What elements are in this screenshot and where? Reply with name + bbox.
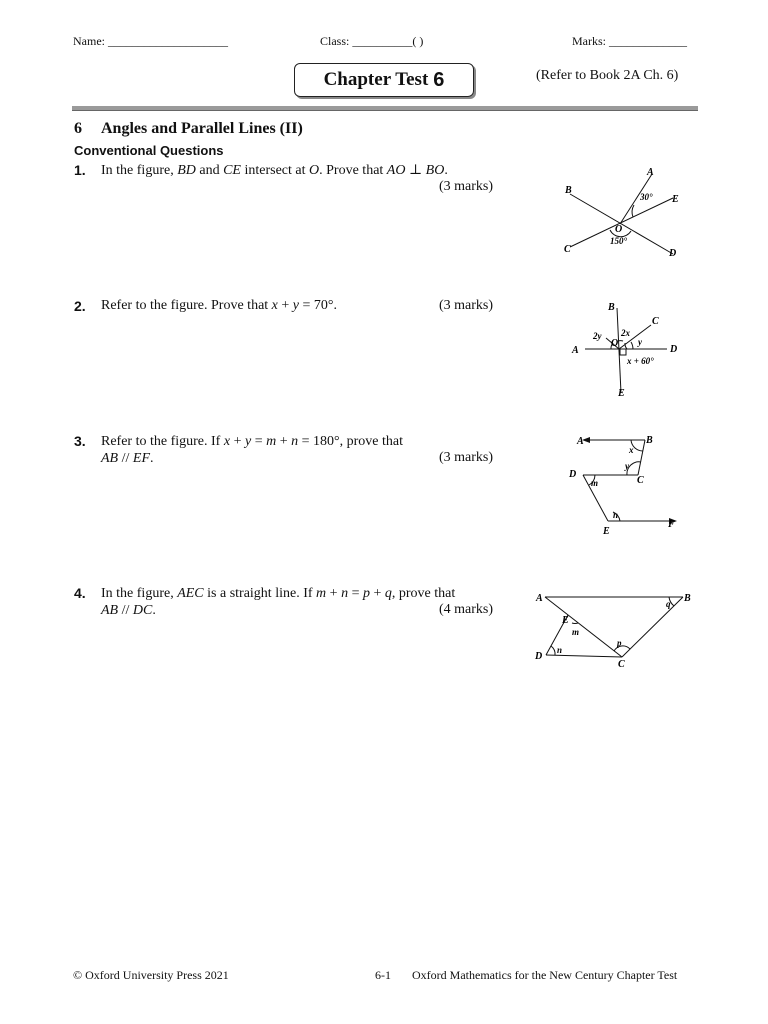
fig1-angle-150: 150°	[610, 236, 628, 246]
figure-3	[565, 432, 690, 540]
name-field: Name: ____________________	[73, 34, 228, 48]
question-2-text: Refer to the figure. Prove that x + y = 70°.	[101, 298, 338, 313]
section-subheading: Conventional Questions	[74, 143, 224, 158]
header-divider	[72, 106, 698, 111]
figure-1	[555, 162, 690, 262]
fig3-angle-n: n	[613, 510, 619, 520]
question-3-number: 3.	[74, 433, 86, 449]
footer-page-number: 6-1	[375, 968, 391, 982]
question-4-number: 4.	[74, 585, 86, 601]
fig1-angle-30: 30°	[640, 192, 653, 202]
fig4-angle-p: p	[617, 638, 622, 648]
fig4-angle-n: n	[557, 645, 563, 655]
fig1-label-e: E	[672, 194, 679, 205]
fig4-label-d: D	[535, 651, 543, 662]
question-3-marks: (3 marks)	[438, 450, 493, 465]
question-3-text: Refer to the figure. If x + y = m + n = 180°, prove that AB // EF.	[101, 434, 403, 466]
fig2-angle-2x: 2x	[621, 328, 630, 338]
fig1-label-b: B	[565, 185, 572, 196]
title-number: 6	[433, 68, 445, 91]
fig3-label-d: D	[569, 469, 577, 480]
question-4-text: In the figure, AEC is a straight line. If m + n = p + q, prove that AB // DC.	[101, 586, 456, 618]
fig1-label-d: D	[669, 248, 677, 259]
fig4-label-b: B	[684, 593, 691, 604]
section-title: Angles and Parallel Lines (II)	[101, 120, 303, 137]
fig3-label-f: F	[668, 519, 675, 530]
fig4-angle-m: m	[572, 627, 580, 637]
fig1-label-a: A	[647, 167, 654, 178]
footer-book-title: Oxford Mathematics for the New Century Chapter Test	[412, 968, 678, 982]
refer-note: (Refer to Book 2A Ch. 6)	[536, 68, 679, 83]
question-1-text: In the figure, BD and CE intersect at O. Prove that AO ⊥ BO.	[101, 163, 448, 178]
footer-copyright: © Oxford University Press 2021	[73, 968, 229, 982]
class-field: Class: __________( )	[320, 34, 424, 48]
fig3-angle-y: y	[625, 461, 629, 471]
question-2-number: 2.	[74, 298, 86, 314]
fig2-angle-x60: x + 60°	[627, 356, 654, 366]
fig4-angle-q: q	[666, 599, 671, 609]
fig2-label-e: E	[618, 388, 625, 399]
fig2-label-o: O	[611, 338, 619, 349]
fig3-label-c: C	[637, 475, 644, 486]
fig3-angle-m: m	[591, 478, 599, 488]
fig1-label-o: O	[615, 224, 623, 235]
question-1-marks: (3 marks)	[438, 179, 493, 194]
fig4-label-e: E	[562, 615, 569, 626]
question-2-marks: (3 marks)	[438, 298, 493, 313]
fig2-label-d: D	[670, 344, 678, 355]
fig3-label-b: B	[646, 435, 653, 446]
fig3-label-e: E	[603, 526, 610, 537]
marks-field: Marks: _____________	[572, 34, 687, 48]
fig2-label-a: A	[572, 345, 579, 356]
figure-4	[528, 585, 698, 675]
fig4-label-a: A	[536, 593, 543, 604]
section-number: 6	[74, 120, 82, 137]
figure-2	[565, 298, 690, 403]
fig2-label-c: C	[652, 316, 659, 327]
question-1-number: 1.	[74, 162, 86, 178]
fig3-label-a: A	[577, 436, 584, 447]
fig2-angle-y: y	[638, 337, 642, 347]
fig1-label-c: C	[564, 244, 571, 255]
title-text: Chapter Test	[323, 69, 429, 90]
chapter-test-title	[294, 63, 474, 97]
question-4-marks: (4 marks)	[438, 602, 493, 617]
fig2-label-b: B	[608, 302, 615, 313]
fig2-angle-2y: 2y	[593, 331, 602, 341]
fig3-angle-x: x	[629, 445, 634, 455]
fig4-label-c: C	[618, 659, 625, 670]
